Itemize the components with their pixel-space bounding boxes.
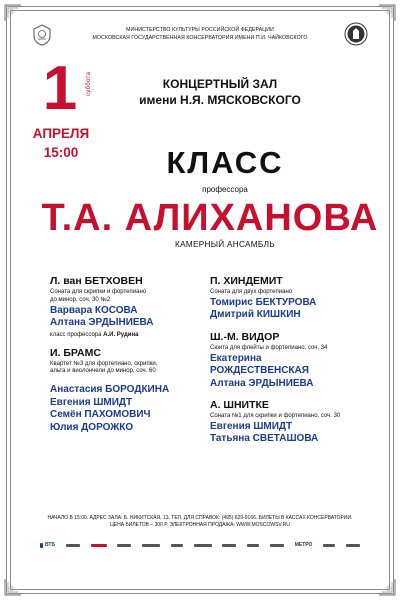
sponsor-logo <box>222 542 236 548</box>
performer: Евгения ШМИДТ <box>210 420 293 432</box>
metro-logo <box>295 542 313 548</box>
performer: Анастасия БОРОДКИНА <box>50 384 170 396</box>
header-line: МОСКОВСКАЯ ГОСУДАРСТВЕННАЯ КОНСЕРВАТОРИЯ ИМЕНИ П.И. ЧАЙКОВСКОГО <box>92 35 308 41</box>
performer: Юлия ДОРОЖКО <box>50 421 134 433</box>
sponsor-logo <box>247 542 259 548</box>
sponsor-logo <box>142 542 160 548</box>
class-note-prefix: класс профессора <box>50 331 104 338</box>
program-item <box>210 331 370 390</box>
vtb-logo-text: ВТБ <box>45 542 56 548</box>
metro-logo-text: МЕТРО <box>294 542 313 548</box>
composer: Л. ван БЕТХОВЕН <box>50 275 143 287</box>
performer: Варвара КОСОВА <box>50 304 138 316</box>
composer: И. БРАМС <box>50 346 101 359</box>
header-institution <box>60 26 340 42</box>
work-line: Соната для скрипки и фортепиано <box>50 289 147 295</box>
footer-info <box>30 515 370 529</box>
ministry-emblem-icon <box>32 24 52 46</box>
class-note-name: А.И. Рудина <box>103 331 139 338</box>
footer-line: НАЧАЛО В 15:00. АДРЕС ЗАЛА: Б. НИКИТСКАЯ, 13. ТЕЛ. ДЛЯ СПРАВОК: (495) 629-9166. БИЛЕТЫ В КАССАХ КОНСЕРВАТОРИИ. <box>47 515 353 521</box>
title-professor: профессора <box>202 185 248 194</box>
title-name: Т.А. АЛИХАНОВА <box>41 197 379 239</box>
title-ensemble: КАМЕРНЫЙ АНСАМБЛЬ <box>175 240 275 249</box>
work-line: Сюита для флейты и фортепиано, соч. 34 <box>210 344 328 351</box>
header-line: МИНИСТЕРСТВО КУЛЬТУРЫ РОССИЙСКОЙ ФЕДЕРАЦИИ <box>126 27 274 33</box>
performer: Семён ПАХОМОВИЧ <box>50 409 151 421</box>
date-weekday: суббота <box>86 71 92 96</box>
title-klass: КЛАСС <box>166 145 284 180</box>
hall-line: имени Н.Я. МЯСКОВСКОГО <box>139 93 301 107</box>
sponsor-logo <box>194 542 212 548</box>
composer: П. ХИНДЕМИТ <box>210 275 283 287</box>
program-item <box>210 399 370 446</box>
performer: РОЖДЕСТВЕНСКАЯ <box>210 365 309 377</box>
work-line: альта и виолончели до минор, соч. 60 <box>50 368 156 375</box>
work-line: Соната №1 для скрипки и фортепиано, соч. 30 <box>210 413 341 420</box>
program-right-column <box>210 275 370 455</box>
sponsor-logo <box>270 542 284 548</box>
date-month: АПРЕЛЯ <box>32 126 90 141</box>
performer: Алтана ЭРДЫНИЕВА <box>210 377 314 389</box>
hall-line: КОНЦЕРТНЫЙ ЗАЛ <box>162 77 278 91</box>
conservatory-logo-icon <box>344 22 368 46</box>
composer: Ш.-М. ВИДОР <box>210 330 280 343</box>
date-time: 15:00 <box>43 145 79 160</box>
sponsor-logo <box>91 542 107 548</box>
performer: Евгения ШМИДТ <box>50 396 133 408</box>
work-line: Квартет №3 для фортепиано, скрипки, <box>50 360 158 367</box>
program-item <box>50 347 200 435</box>
performer: Дмитрий КИШКИН <box>210 309 301 321</box>
date-day: 1 <box>42 54 78 123</box>
corner-ornament <box>378 4 396 22</box>
corner-ornament <box>378 578 396 596</box>
sponsor-logo <box>66 542 80 548</box>
performer: Томирис БЕКТУРОВА <box>210 296 317 308</box>
sponsor-logo <box>117 542 131 548</box>
program-left-column <box>50 275 200 443</box>
program-item <box>210 275 370 322</box>
sponsor-logo <box>171 542 183 548</box>
footer-line: ЦЕНА БИЛЕТОВ – 300 Р. ЭЛЕКТРОННАЯ ПРОДАЖА: WWW.MOSCOWSV.RU <box>110 522 290 528</box>
vtb-logo <box>40 542 55 548</box>
program-item <box>50 275 200 338</box>
sponsor-logo <box>323 542 335 548</box>
work-line: Соната для двух фортепиано <box>210 289 293 295</box>
sponsor-logo <box>346 542 360 548</box>
work-line: до минор, соч. 30 №2 <box>50 296 111 303</box>
composer: А. ШНИТКЕ <box>210 399 269 412</box>
performer: Алтана ЭРДЫНИЕВА <box>50 317 154 329</box>
class-note <box>50 332 200 338</box>
performer: Екатерина <box>210 352 262 364</box>
corner-ornament <box>4 578 22 596</box>
hall-name <box>120 76 320 108</box>
corner-ornament <box>4 4 22 22</box>
performer: Татьяна СВЕТАШОВА <box>210 433 319 445</box>
sponsor-logos <box>40 542 360 548</box>
